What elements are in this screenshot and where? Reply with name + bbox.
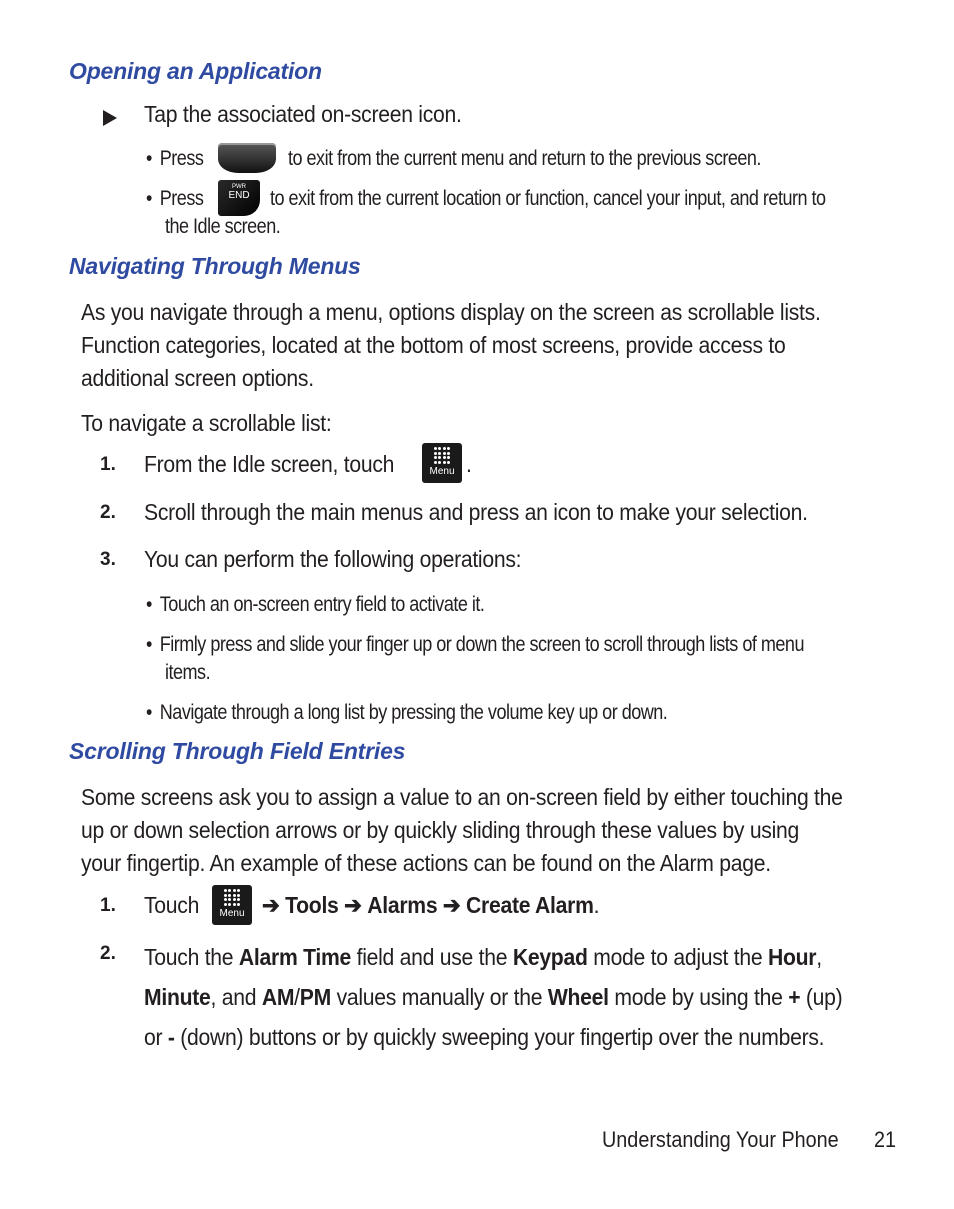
step-text: Tap the associated on-screen icon. — [144, 101, 462, 127]
bullet-dot: • — [146, 633, 152, 656]
menu-icon: Menu — [212, 885, 252, 925]
arrow-icon: ➔ — [262, 892, 280, 918]
operation-bullet-continued: items. — [165, 661, 211, 684]
operation-bullet: • Firmly press and slide your finger up or down the screen to scroll through lists of menu — [146, 633, 804, 656]
scrolling-paragraph: Some screens ask you to assign a value to an on-screen field by either touching the up or down selection arrows or by quickly sliding through these values by using your fingertip. An example of these actions can be found on the Alarm page. — [81, 784, 843, 876]
step-number: 3. — [100, 549, 116, 570]
step-number: 2. — [100, 943, 116, 964]
footer-page-number: 21 — [874, 1127, 897, 1152]
step-arrow-icon — [103, 110, 117, 126]
footer-chapter: Understanding Your Phone — [602, 1127, 839, 1152]
navigating-paragraph: As you navigate through a menu, options display on the screen as scrollable lists. Function categories, located at the bottom of most screens, provide access to additional screen options. — [81, 299, 821, 391]
step-1-period: . — [466, 451, 472, 477]
alarm-step-1-path: ➔ Tools ➔ Alarms ➔ Create Alarm. — [262, 892, 600, 918]
back-key-icon — [218, 143, 276, 173]
alarm-step-2-text: Touch the Alarm Time field and use the Keypad mode to adjust the Hour, Minute, and AM/PM values manually or the Wheel mode by using the + (up) or - (down) buttons or by quickly sweeping your fingertip over the numbers. — [144, 944, 843, 1050]
step-2-text: Scroll through the main menus and press an icon to make your selection. — [144, 499, 808, 525]
bullet-dot: • — [146, 593, 152, 616]
bullet-dot: • — [146, 187, 152, 210]
menu-path-create-alarm: Create Alarm — [465, 892, 594, 918]
heading-opening-application: Opening an Application — [69, 58, 322, 84]
bullet-end-key-text-1: to exit from the current location or function, cancel your input, and return to — [270, 187, 826, 210]
step-1-text: From the Idle screen, touch — [144, 451, 395, 477]
bullet-dot: • — [146, 147, 152, 170]
alarm-step-1-touch: Touch — [144, 892, 200, 918]
step-number: 1. — [100, 895, 116, 916]
bullet-end-key-text-2: the Idle screen. — [165, 215, 281, 238]
step-number: 2. — [100, 502, 116, 523]
step-number: 1. — [100, 454, 116, 475]
bullet-back-key-text: to exit from the current menu and return to the previous screen. — [288, 147, 761, 170]
navigate-intro: To navigate a scrollable list: — [81, 410, 332, 436]
step-3-text: You can perform the following operations: — [144, 546, 522, 572]
menu-path-tools: Tools — [285, 892, 339, 918]
arrow-icon: ➔ — [442, 892, 461, 918]
arrow-icon: ➔ — [344, 892, 362, 918]
operation-bullet: • Navigate through a long list by pressing the volume key up or down. — [146, 701, 668, 724]
bullet-back-key: • Press — [146, 147, 204, 170]
operation-bullet: • Touch an on-screen entry field to activate it. — [146, 593, 485, 616]
heading-navigating-menus: Navigating Through Menus — [69, 253, 361, 279]
bullet-dot: • — [146, 701, 152, 724]
end-key-icon: PWR END — [218, 180, 260, 216]
heading-scrolling-field-entries: Scrolling Through Field Entries — [69, 738, 406, 764]
menu-icon: Menu — [422, 443, 462, 483]
menu-path-alarms: Alarms — [367, 892, 438, 918]
bullet-end-key: • Press — [146, 187, 204, 210]
